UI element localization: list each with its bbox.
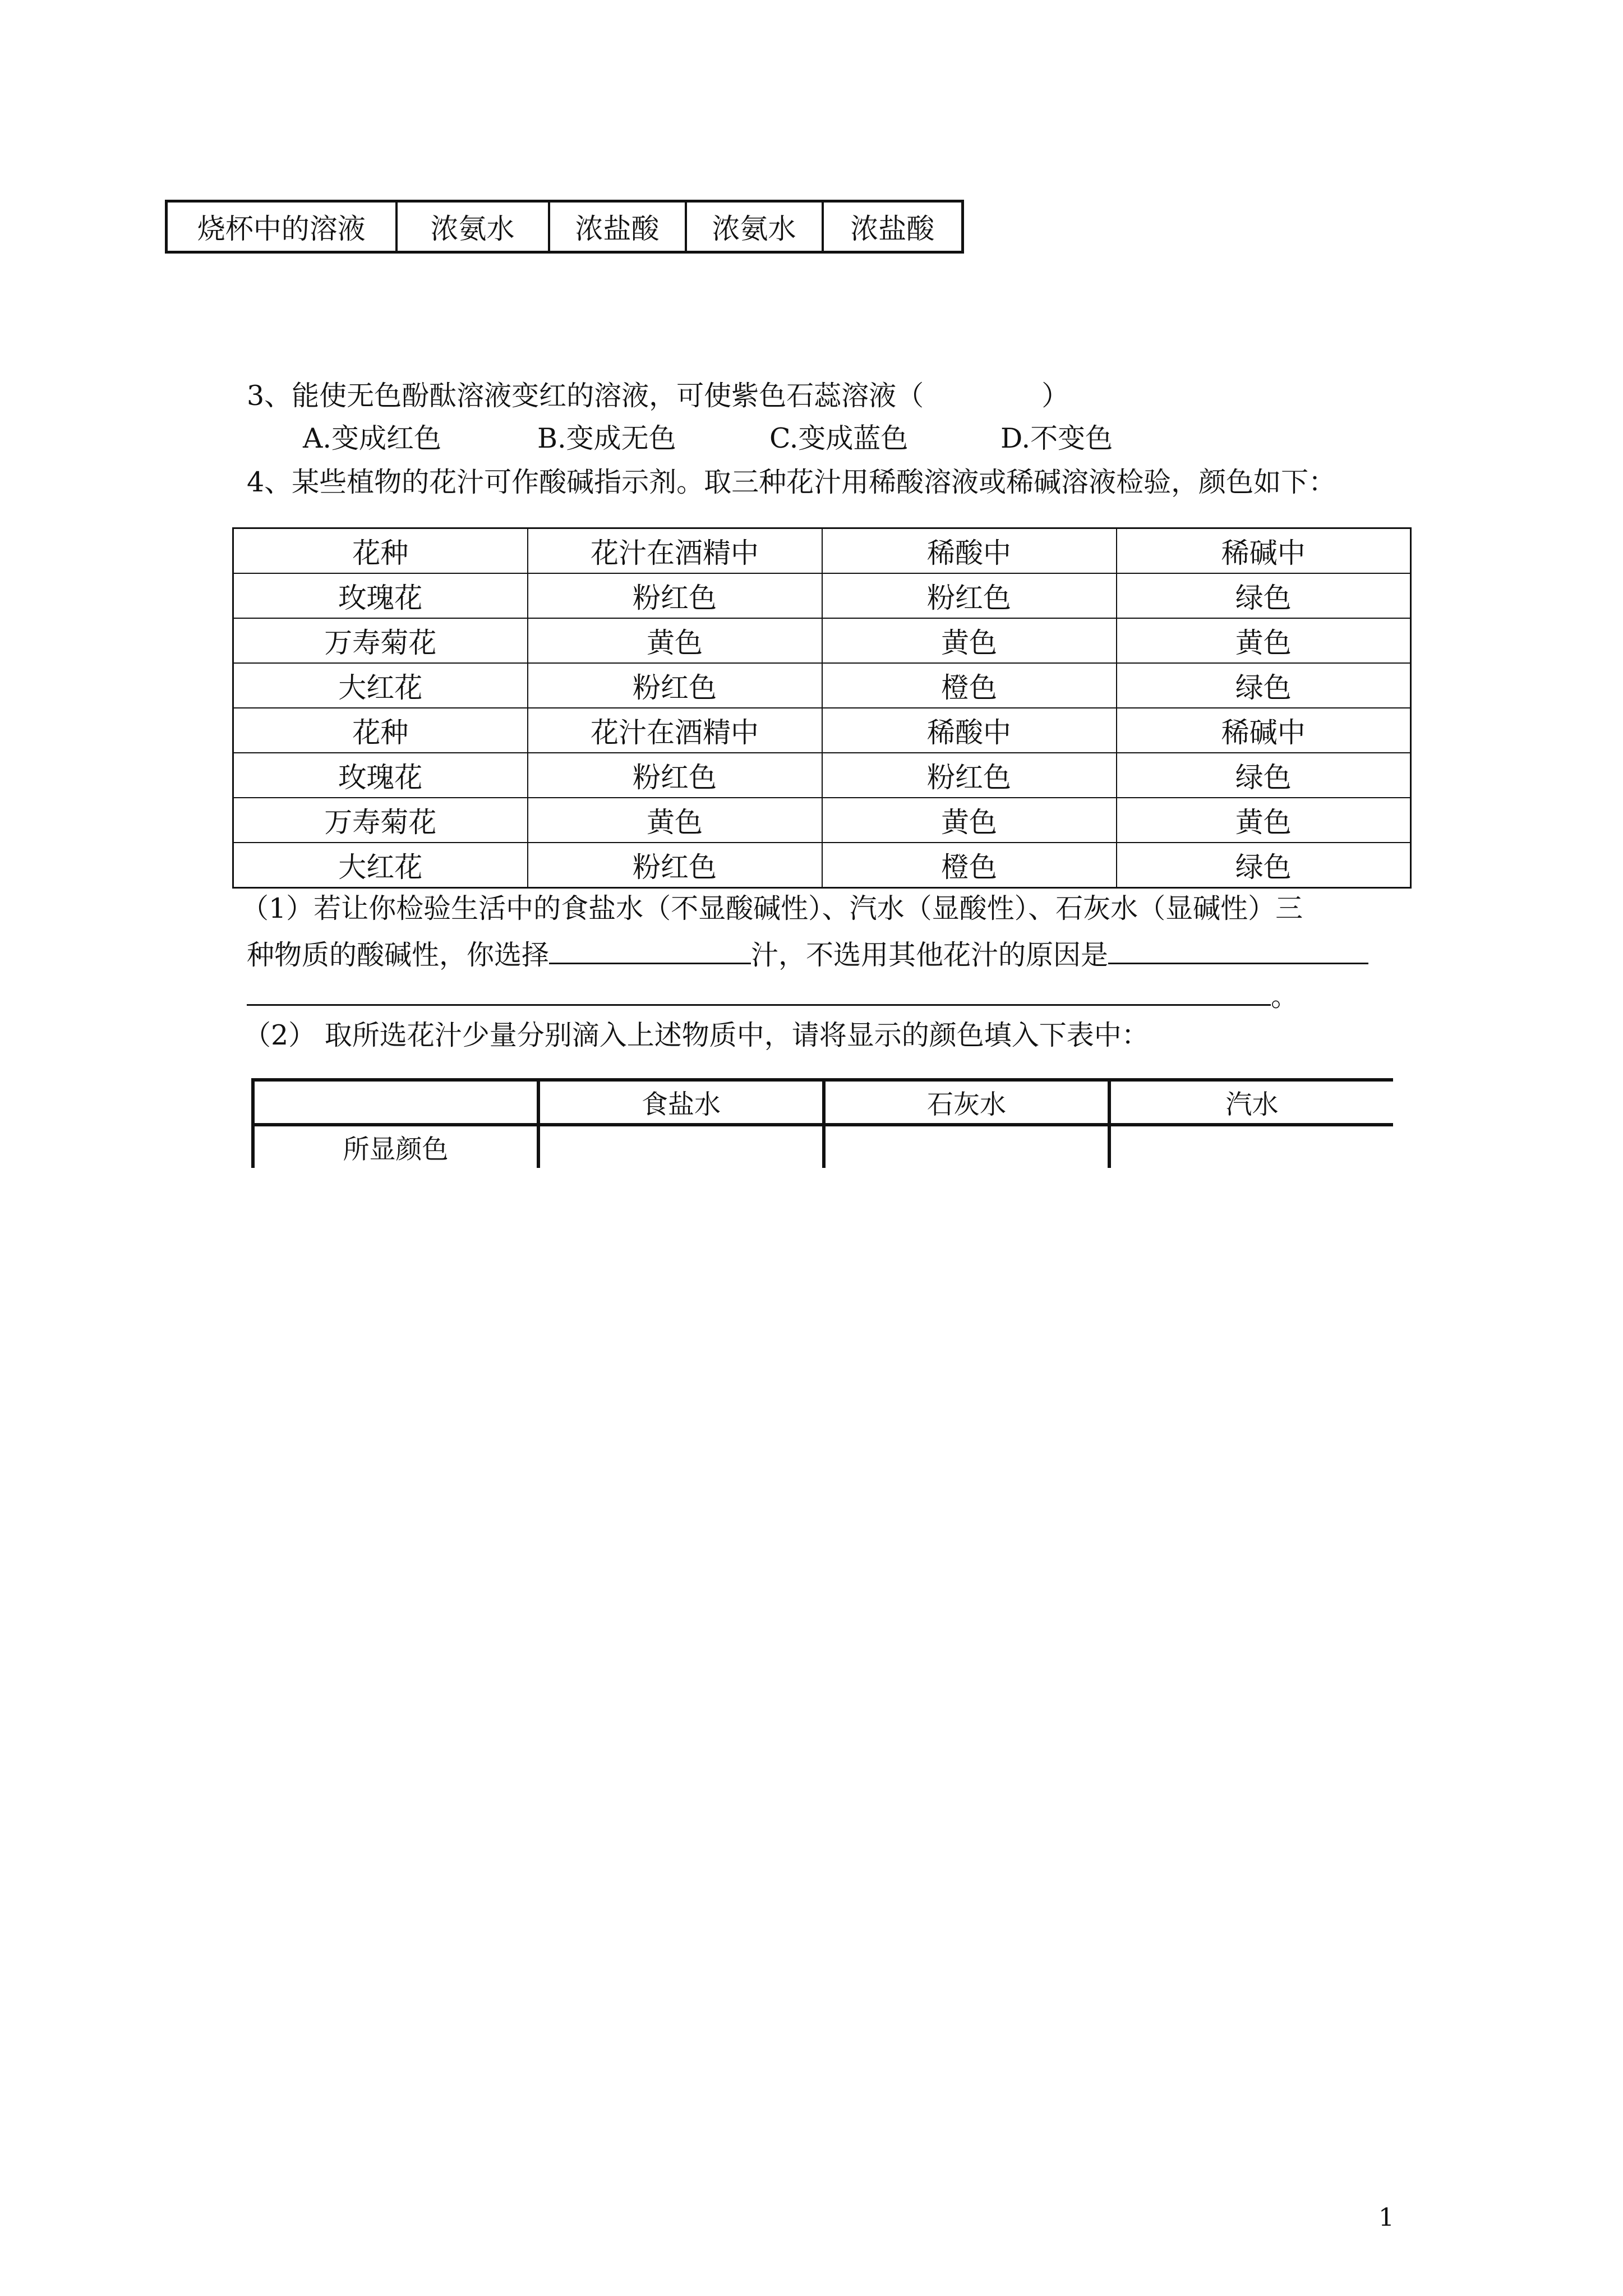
table-cell: 黄色	[528, 798, 822, 843]
table-cell: 黄色	[822, 618, 1117, 663]
table-cell: 稀酸中	[822, 708, 1117, 753]
table-cell: 黄色	[822, 798, 1117, 843]
table-cell: 烧杯中的溶液	[167, 201, 396, 252]
table-header-lime-water: 石灰水	[824, 1080, 1109, 1125]
table-cell: 粉红色	[528, 573, 822, 618]
answer-cell[interactable]	[538, 1125, 824, 1168]
table-cell: 黄色	[528, 618, 822, 663]
question-4-stem: 4、某些植物的花汁可作酸碱指示剂。取三种花汁用稀酸溶液或稀碱溶液检验，颜色如下：	[247, 466, 1336, 498]
table-row-label: 所显颜色	[253, 1125, 538, 1168]
table-header-row	[253, 1080, 1393, 1125]
table-cell	[253, 1080, 538, 1125]
table-row	[233, 528, 1411, 574]
table-cell: 粉红色	[528, 663, 822, 708]
table-cell: 万寿菊花	[233, 618, 528, 663]
table-row	[253, 1125, 1393, 1168]
table-cell: 浓盐酸	[823, 201, 963, 252]
table-cell: 花种	[233, 708, 528, 753]
answer-cell[interactable]	[1109, 1125, 1393, 1168]
reason-blank-continued[interactable]	[247, 976, 1271, 1006]
table-cell: 浓盐酸	[549, 201, 686, 252]
subquestion-2-text: （2） 取所选花汁少量分别滴入上述物质中，请将显示的颜色填入下表中：	[243, 1019, 1149, 1051]
table-cell: 万寿菊花	[233, 798, 528, 843]
subquestion-1-text: 种物质的酸碱性，你选择	[247, 939, 550, 971]
table-row	[233, 708, 1411, 753]
table-row	[233, 663, 1411, 708]
table-cell: 稀酸中	[822, 528, 1117, 574]
table-cell: 玫瑰花	[233, 753, 528, 798]
question-3-option-a: A.变成红色	[303, 422, 441, 454]
table-row	[233, 573, 1411, 618]
table-cell: 花汁在酒精中	[528, 528, 822, 574]
answer-cell[interactable]	[824, 1125, 1109, 1168]
table-cell: 稀碱中	[1117, 528, 1411, 574]
beaker-solution-table	[165, 200, 964, 254]
table-header-soda: 汽水	[1109, 1080, 1393, 1125]
table-cell: 粉红色	[528, 753, 822, 798]
color-fill-table-wrapper	[251, 1078, 1393, 1168]
table-cell: 稀碱中	[1117, 708, 1411, 753]
table-cell: 花汁在酒精中	[528, 708, 822, 753]
table-row	[233, 618, 1411, 663]
table-cell: 粉红色	[528, 843, 822, 888]
question-3-option-d: D.不变色	[1000, 422, 1113, 454]
table-row	[233, 753, 1411, 798]
table-row	[233, 798, 1411, 843]
table-cell: 绿色	[1117, 753, 1411, 798]
table-cell: 黄色	[1117, 618, 1411, 663]
subquestion-1-line-1: （1）若让你检验生活中的食盐水（不显酸碱性）、汽水（显酸性）、石灰水（显碱性）三	[241, 892, 1303, 924]
table-cell: 粉红色	[822, 573, 1117, 618]
question-3-option-b: B.变成无色	[537, 422, 676, 454]
table-header-salt-water: 食盐水	[538, 1080, 824, 1125]
subquestion-1-reason-text: 汁，不选用其他花汁的原因是	[751, 939, 1109, 971]
subquestion-1-line-3	[247, 976, 1298, 1014]
question-3-stem	[247, 379, 1069, 413]
table-cell: 粉红色	[822, 753, 1117, 798]
table-cell: 绿色	[1117, 573, 1411, 618]
table-cell: 黄色	[1117, 798, 1411, 843]
table-cell: 花种	[233, 528, 528, 574]
subquestion-1-line-2	[247, 935, 1368, 972]
flower-indicator-table	[232, 527, 1412, 889]
table-cell: 绿色	[1117, 663, 1411, 708]
table-row	[233, 843, 1411, 888]
page-number: 1	[1378, 2203, 1394, 2232]
table-cell: 橙色	[822, 843, 1117, 888]
table-cell: 橙色	[822, 663, 1117, 708]
reason-blank[interactable]	[1108, 935, 1368, 964]
table-cell: 绿色	[1117, 843, 1411, 888]
question-3-close: ）	[1041, 380, 1069, 412]
table-cell: 玫瑰花	[233, 573, 528, 618]
table-cell: 大红花	[233, 843, 528, 888]
table-cell: 大红花	[233, 663, 528, 708]
flower-choice-blank[interactable]	[549, 935, 751, 964]
table-cell: 浓氨水	[396, 201, 549, 252]
question-3-text: 3、能使无色酚酞溶液变红的溶液，可使紫色石蕊溶液（	[247, 380, 924, 412]
table-row	[167, 201, 963, 252]
question-3-option-c: C.变成蓝色	[769, 422, 909, 454]
color-fill-table	[251, 1078, 1393, 1168]
table-cell: 浓氨水	[686, 201, 823, 252]
period-mark: 。	[1271, 981, 1299, 1013]
